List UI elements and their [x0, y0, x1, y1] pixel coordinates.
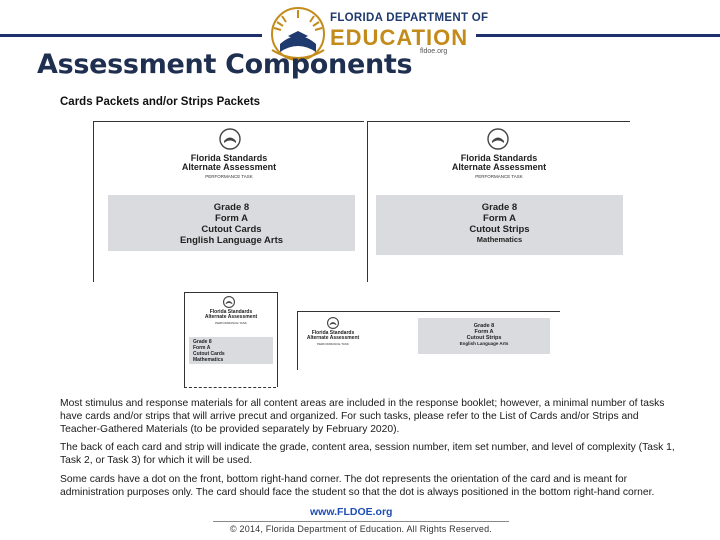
logo-text-line2: EDUCATION: [330, 25, 469, 50]
card-form: Form A: [215, 213, 248, 224]
card-grade: Grade 8: [481, 202, 518, 213]
section-heading: Cards Packets and/or Strips Packets: [60, 96, 261, 108]
paragraph-materials: Most stimulus and response materials for all content areas are included in the response booklet; however, a minimal number of tasks have cards and/or strips that will arrive precut and organized. For such tasks, please refer to the List of Cards and/or Strips and Teacher-Gathered Materials (to be provided separately by February 2020).: [60, 398, 665, 436]
card-packet-ela: [93, 121, 364, 282]
program-name-line2: Alternate Assessment: [306, 335, 360, 341]
card-info-band: [376, 195, 623, 255]
program-name-line2: Alternate Assessment: [204, 314, 258, 320]
card-packet-math-small: [184, 292, 278, 387]
card-type: Cutout Cards: [193, 351, 225, 357]
header-rule-right: [476, 34, 720, 37]
card-type: Cutout Cards: [201, 224, 262, 235]
card-info-band: [108, 195, 355, 251]
card-subject: English Language Arts: [459, 341, 509, 346]
page-title: Assessment Components: [37, 49, 413, 80]
card-form: Form A: [474, 329, 494, 335]
program-name-line1: Florida Standards: [311, 330, 355, 336]
website-link[interactable]: www.FLDOE.org: [310, 506, 393, 518]
card-info-band: [418, 318, 550, 354]
paragraph-orientation-dot: Some cards have a dot on the front, bottom right-hand corner. The dot represents the orientation of the card and is meant for administration purposes only. The card should face the student so that the dot is always positioned in the bottom right-hand corner.: [60, 474, 655, 499]
copyright-footer: © 2014, Florida Department of Education. All Rights Reserved.: [230, 524, 492, 534]
fsaa-seal-icon: [223, 296, 235, 308]
program-name-line1: Florida Standards: [460, 153, 538, 163]
program-name-line2: Alternate Assessment: [181, 162, 277, 172]
fsaa-seal-icon: [327, 317, 339, 329]
card-info-band: [189, 337, 273, 364]
card-stack-edge: [184, 377, 276, 388]
card-form: Form A: [193, 345, 211, 351]
fsaa-seal-icon: [487, 128, 509, 150]
strip-packet-ela-small: [297, 311, 560, 370]
logo-text-line1: FLORIDA DEPARTMENT OF: [330, 12, 489, 24]
program-name-line1: Florida Standards: [190, 153, 268, 163]
program-name-line2: Alternate Assessment: [451, 162, 547, 172]
strip-packet-math: [367, 121, 630, 282]
program-subtitle: PERFORMANCE TASK: [317, 342, 349, 346]
card-grade: Grade 8: [213, 202, 250, 213]
card-subject: English Language Arts: [179, 235, 284, 246]
card-subject: Mathematics: [193, 357, 224, 363]
program-subtitle: PERFORMANCE TASK: [215, 321, 247, 325]
card-type: Cutout Strips: [469, 224, 530, 235]
program-name-line1: Florida Standards: [209, 309, 253, 315]
program-subtitle: PERFORMANCE TASK: [205, 174, 253, 179]
fsaa-seal-icon: [219, 128, 241, 150]
card-subject: Mathematics: [476, 235, 523, 244]
card-type: Cutout Strips: [466, 335, 502, 341]
footer-divider: [213, 521, 509, 522]
card-grade: Grade 8: [193, 339, 212, 345]
header-rule-left: [0, 34, 262, 37]
logo-text-line3: fldoe.org: [420, 48, 448, 55]
program-subtitle: PERFORMANCE TASK: [475, 174, 523, 179]
paragraph-card-back: The back of each card and strip will indicate the grade, content area, session number, item set number, and level of complexity (Task 1, Task 2, or Task 3) for which it will be used.: [60, 442, 675, 467]
card-form: Form A: [483, 213, 516, 224]
card-grade: Grade 8: [473, 323, 495, 329]
